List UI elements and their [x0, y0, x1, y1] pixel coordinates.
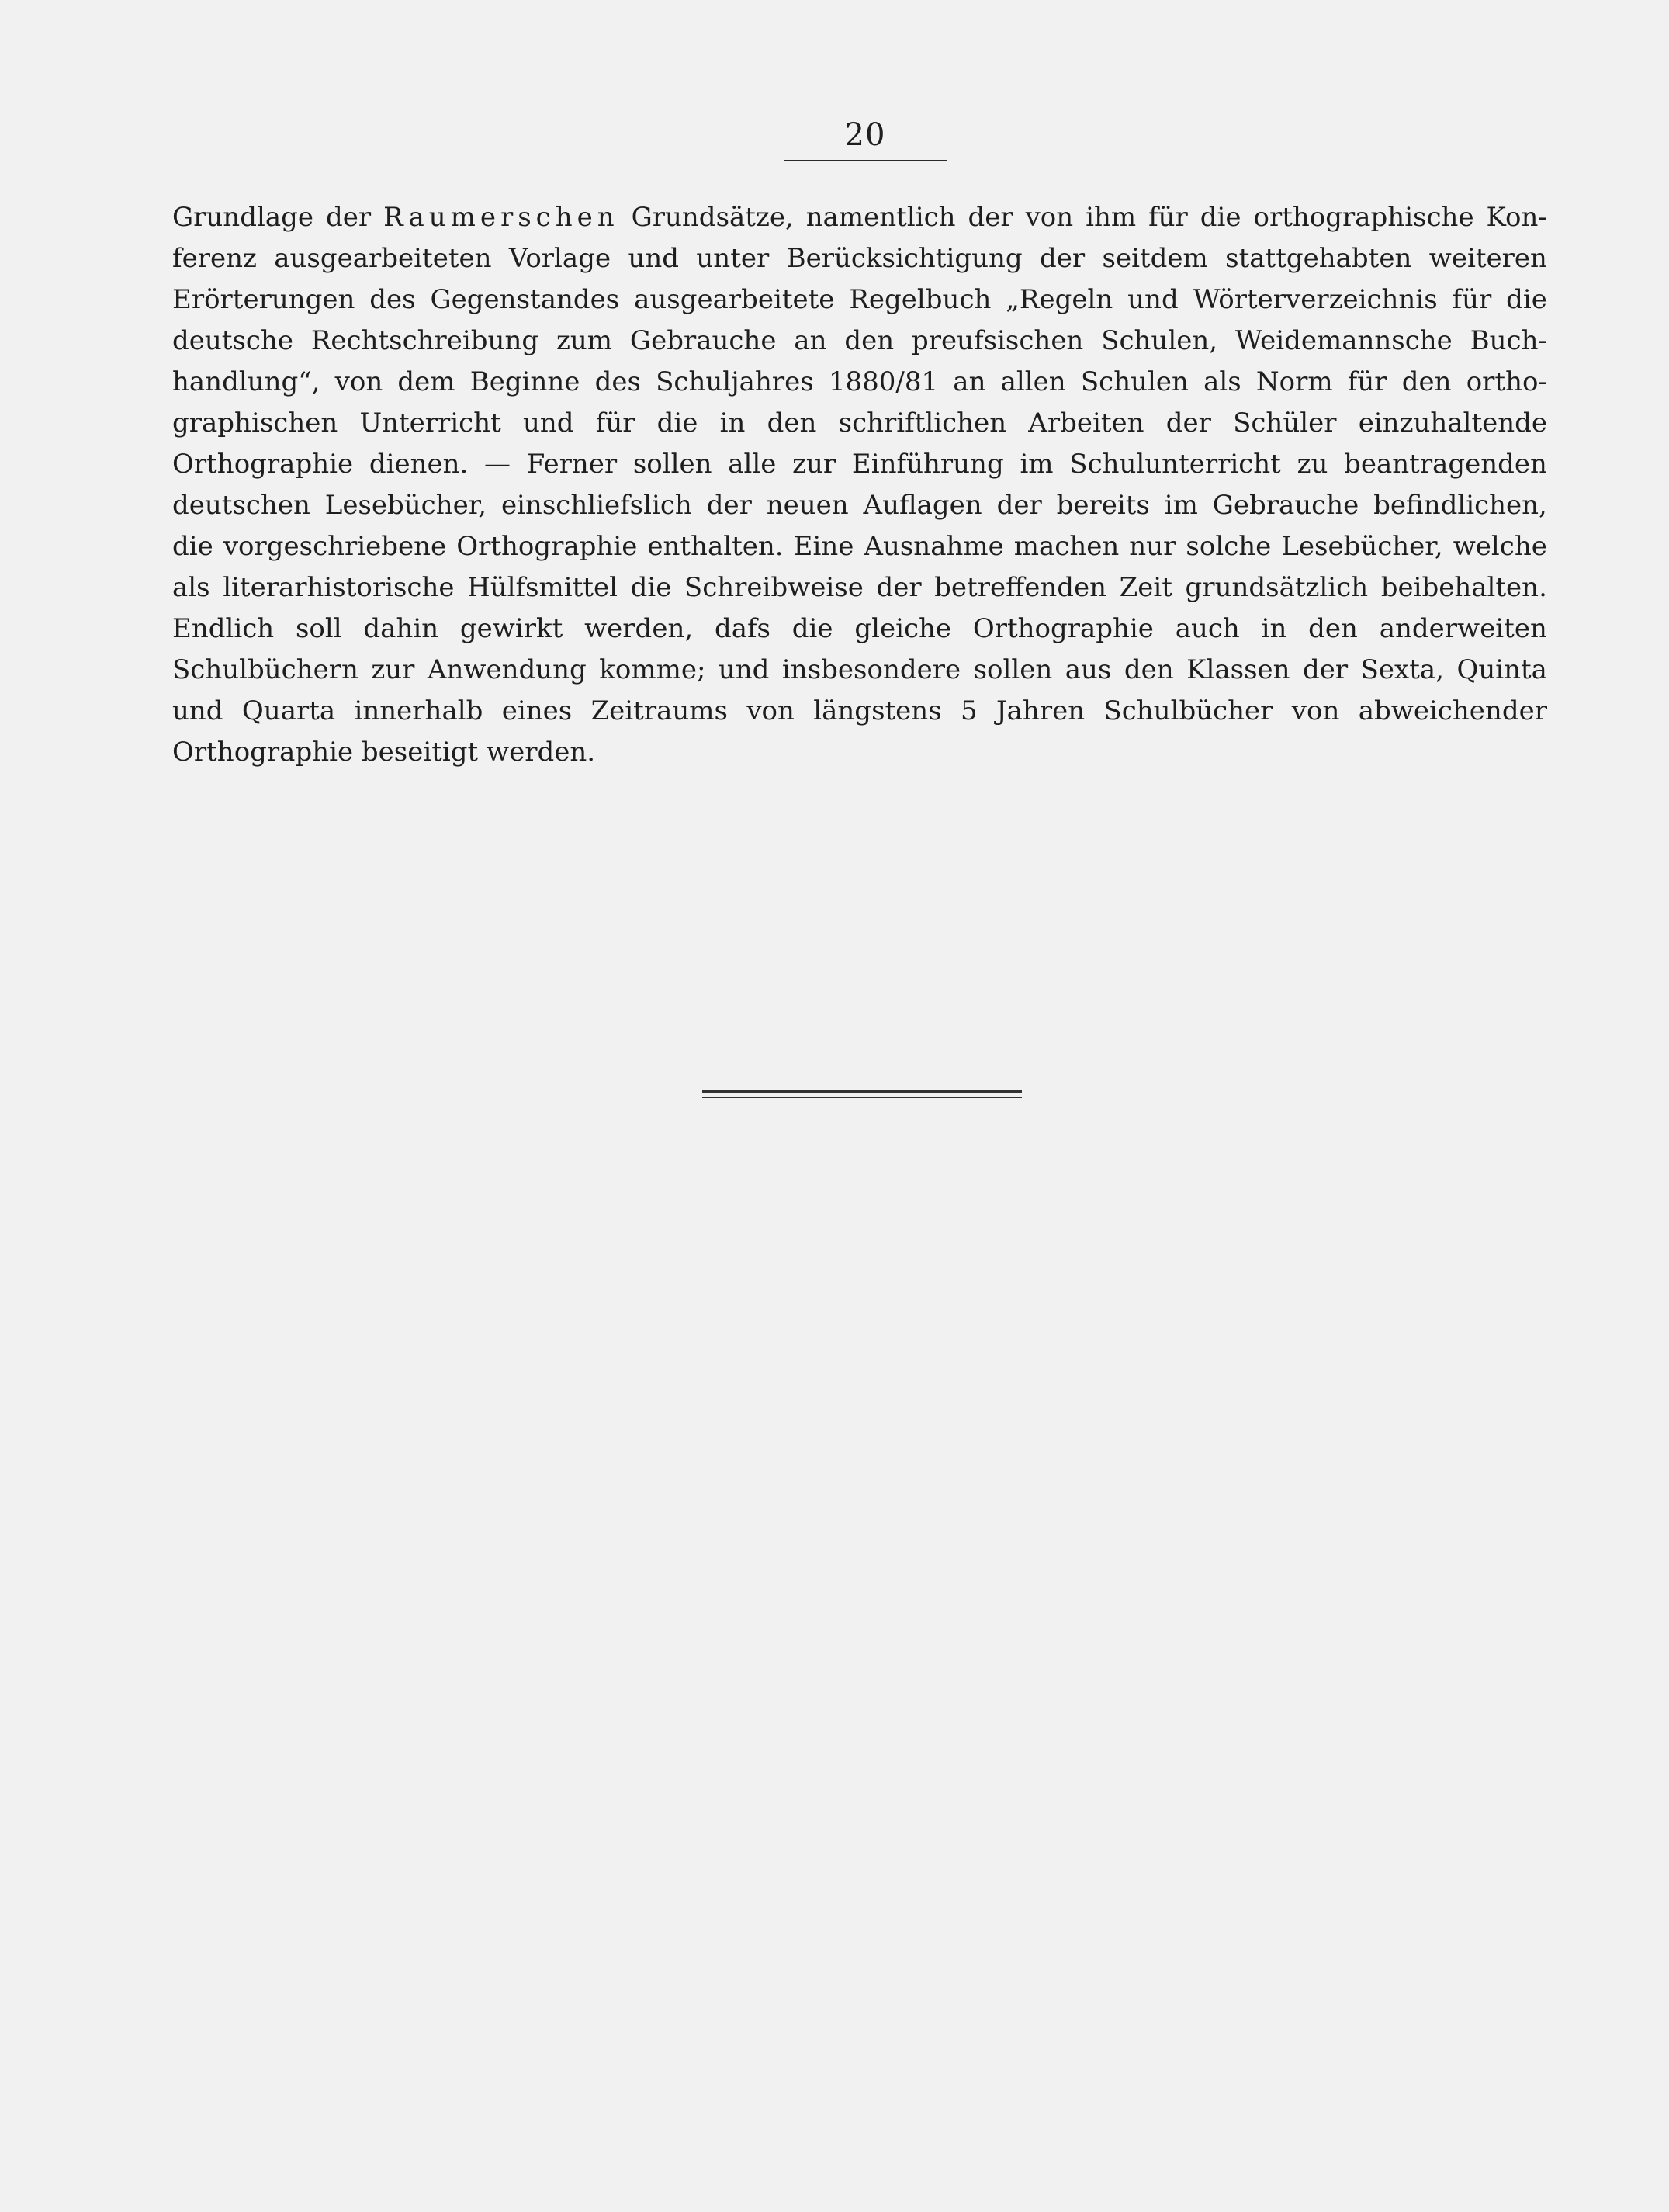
word: bereits — [1056, 490, 1150, 521]
word: der — [1165, 407, 1211, 439]
word: der — [996, 490, 1042, 521]
word: zu — [1297, 449, 1328, 480]
word: auch — [1175, 613, 1240, 644]
word: im — [1164, 490, 1198, 521]
word: Schulunterricht — [1069, 449, 1281, 480]
word: an — [794, 325, 827, 356]
word: nur — [1129, 531, 1176, 562]
word: Auflagen — [863, 490, 982, 521]
word: Schüler — [1233, 407, 1337, 439]
word: ortho- — [1466, 366, 1547, 397]
word: Orthographie beseitigt werden. — [172, 737, 596, 768]
word: der — [1040, 243, 1086, 274]
word: den — [1401, 366, 1452, 397]
word: einzuhaltende — [1358, 407, 1547, 439]
word: Ausnahme — [864, 531, 1004, 562]
word: im — [1020, 449, 1054, 480]
word: Beginne — [469, 366, 580, 397]
word: orthographische — [1253, 202, 1474, 233]
word: literarhistorische — [223, 572, 455, 603]
word: Orthographie — [456, 531, 638, 562]
word: von — [1291, 695, 1340, 726]
word: von — [746, 695, 795, 726]
word: betreffenden — [934, 572, 1107, 603]
word: seitdem — [1102, 243, 1208, 274]
word: Raumerschen — [383, 202, 619, 233]
word: Hülfsmittel — [467, 572, 618, 603]
word: des — [369, 284, 416, 315]
word: gewirkt — [459, 613, 563, 644]
word: Unterricht — [359, 407, 501, 439]
word: und — [718, 654, 770, 685]
word: für — [595, 407, 635, 439]
word: in — [719, 407, 746, 439]
word: weiteren — [1428, 243, 1547, 274]
word: — — [484, 449, 511, 480]
word: handlung“, — [172, 366, 320, 397]
word: Quinta — [1456, 654, 1547, 685]
word: für — [1148, 202, 1188, 233]
word: Regelbuch — [849, 284, 992, 315]
word: Quarta — [241, 695, 336, 726]
word: Rechtschreibung — [310, 325, 539, 356]
word: ihm — [1086, 202, 1137, 233]
word: und — [172, 695, 223, 726]
text-line — [172, 197, 1547, 238]
word: insbesondere — [781, 654, 961, 685]
text-line — [172, 238, 1547, 279]
word: „Regeln — [1006, 284, 1113, 315]
word: abweichender — [1358, 695, 1547, 726]
section-end-double-rule — [702, 1090, 1022, 1098]
text-line — [172, 732, 1547, 773]
word: enthalten. — [647, 531, 784, 562]
word: zur — [792, 449, 836, 480]
word: der — [706, 490, 752, 521]
word: vorgeschriebene — [223, 531, 447, 562]
word: machen — [1013, 531, 1120, 562]
word: den — [1124, 654, 1174, 685]
word: Eine — [793, 531, 854, 562]
word: Grundsätze, — [631, 202, 794, 233]
word: Zeit — [1119, 572, 1172, 603]
word: Orthographie — [972, 613, 1154, 644]
word: anderweiten — [1379, 613, 1547, 644]
text-line — [172, 608, 1547, 650]
word: aus — [1065, 654, 1112, 685]
text-line — [172, 279, 1547, 321]
word: Kon- — [1486, 202, 1547, 233]
word: 5 — [961, 695, 978, 726]
word: zum — [556, 325, 613, 356]
word: Schulbücher — [1103, 695, 1273, 726]
word: Anwendung — [427, 654, 587, 685]
word: stattgehabten — [1225, 243, 1412, 274]
word: ausgearbeitete — [634, 284, 835, 315]
word: werden, — [584, 613, 694, 644]
word: schriftlichen — [838, 407, 1007, 439]
word: Jahren — [996, 695, 1086, 726]
word: allen — [1000, 366, 1066, 397]
word: gleiche — [854, 613, 952, 644]
word: grundsätzlich — [1185, 572, 1369, 603]
word: Vorlage — [508, 243, 611, 274]
word: befindlichen, — [1373, 490, 1547, 521]
word: zur — [371, 654, 415, 685]
word: Lesebücher, — [1281, 531, 1443, 562]
word: Orthographie — [172, 449, 354, 480]
page-number: 20 — [844, 117, 886, 153]
word: der — [325, 202, 372, 233]
word: Erörterungen — [172, 284, 355, 315]
word: Berücksichtigung — [786, 243, 1023, 274]
word: namentlich — [805, 202, 956, 233]
word: deutsche — [172, 325, 293, 356]
word: ausgearbeiteten — [274, 243, 492, 274]
word: eines — [501, 695, 573, 726]
word: graphischen — [172, 407, 338, 439]
word: Einführung — [851, 449, 1004, 480]
word: des — [594, 366, 641, 397]
word: Ferner — [526, 449, 618, 480]
text-line — [172, 362, 1547, 403]
word: Grundlage — [172, 202, 314, 233]
word: Schreibweise — [684, 572, 864, 603]
word: als — [1203, 366, 1241, 397]
word: Schuljahres — [656, 366, 814, 397]
word: Endlich — [172, 613, 275, 644]
text-line — [172, 691, 1547, 732]
word: welche — [1453, 531, 1547, 562]
word: sollen — [632, 449, 712, 480]
text-line — [172, 403, 1547, 444]
word: und — [522, 407, 574, 439]
word: den — [844, 325, 895, 356]
word: Buch- — [1470, 325, 1547, 356]
word: für — [1347, 366, 1387, 397]
word: und — [628, 243, 680, 274]
word: dem — [397, 366, 455, 397]
page-number-underline — [784, 160, 947, 161]
word: Gebrauche — [629, 325, 777, 356]
word: neuen — [766, 490, 849, 521]
word: soll — [295, 613, 342, 644]
word: Sexta, — [1360, 654, 1444, 685]
word: Weidemannsche — [1234, 325, 1453, 356]
word: und — [1127, 284, 1179, 315]
word: den — [767, 407, 817, 439]
word: Schulen, — [1101, 325, 1218, 356]
word: sollen — [973, 654, 1053, 685]
text-line — [172, 526, 1547, 567]
word: in — [1261, 613, 1287, 644]
word: für — [1452, 284, 1492, 315]
word: innerhalb — [354, 695, 483, 726]
word: alle — [728, 449, 777, 480]
word: den — [1308, 613, 1358, 644]
word: Arbeiten — [1028, 407, 1144, 439]
word: beibehalten. — [1380, 572, 1547, 603]
word: der — [1303, 654, 1349, 685]
word: die — [1200, 202, 1241, 233]
word: der — [876, 572, 922, 603]
paragraph — [172, 197, 1547, 773]
word: beantragenden — [1344, 449, 1547, 480]
text-line — [172, 485, 1547, 526]
word: Lesebücher, — [324, 490, 487, 521]
text-line — [172, 321, 1547, 362]
word: dienen. — [369, 449, 469, 480]
word: längstens — [813, 695, 942, 726]
word: 1880/81 — [828, 366, 939, 397]
word: preufsischen — [911, 325, 1084, 356]
word: Norm — [1255, 366, 1333, 397]
word: Schulbüchern — [172, 654, 358, 685]
word: von — [334, 366, 383, 397]
word: die — [791, 613, 833, 644]
word: unter — [696, 243, 770, 274]
text-line — [172, 650, 1547, 691]
word: an — [953, 366, 986, 397]
word: Wörterverzeichnis — [1193, 284, 1438, 315]
word: als — [172, 572, 210, 603]
word: die — [656, 407, 698, 439]
text-line — [172, 567, 1547, 608]
word: Gebrauche — [1212, 490, 1359, 521]
word: von — [1025, 202, 1074, 233]
word: Gegenstandes — [430, 284, 620, 315]
word: dahin — [363, 613, 439, 644]
text-line — [172, 444, 1547, 485]
word: Klassen — [1186, 654, 1290, 685]
word: solche — [1186, 531, 1272, 562]
word: die — [630, 572, 672, 603]
word: Schulen — [1080, 366, 1189, 397]
word: die — [1506, 284, 1547, 315]
word: Zeitraums — [590, 695, 728, 726]
word: komme; — [599, 654, 706, 685]
word: der — [968, 202, 1013, 233]
word: deutschen — [172, 490, 310, 521]
word: einschliefslich — [500, 490, 692, 521]
word: die — [172, 531, 213, 562]
word: dafs — [714, 613, 771, 644]
word: ferenz — [172, 243, 257, 274]
